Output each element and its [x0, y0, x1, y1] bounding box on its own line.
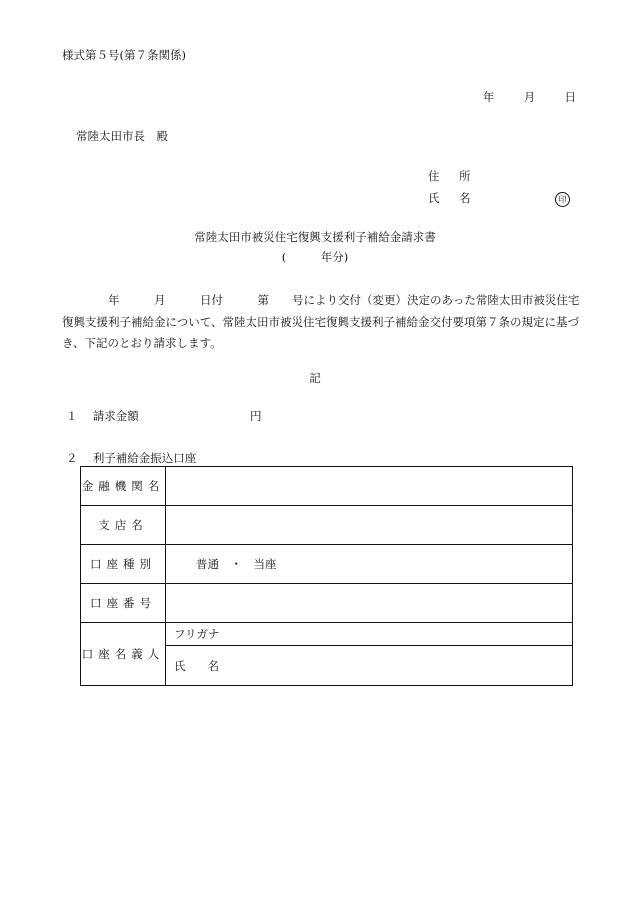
bank-name-label: 金融機関名 — [81, 467, 166, 506]
date-year: 年 — [482, 90, 495, 104]
account-table — [80, 466, 573, 686]
branch-name-field[interactable] — [166, 506, 573, 545]
seal-mark: 印 — [555, 192, 570, 207]
item2-label: 利子補給金振込口座 — [92, 451, 197, 465]
date-day: 日 — [564, 90, 576, 104]
item1-number: １ — [66, 409, 78, 423]
date-month: 月 — [523, 90, 536, 104]
address-label: 住 所 — [428, 169, 475, 183]
table-row — [81, 506, 573, 545]
holder-name-label: 氏名 — [174, 658, 241, 673]
year-line: ( 年分) — [281, 250, 349, 264]
account-type-label: 口座種別 — [81, 545, 166, 584]
date-line — [483, 92, 576, 104]
body-paragraph: 年 月 日付 第 号により交付（変更）決定のあった常陸太田市被災住宅復興支援利子補給金について、常陸太田市被災住宅復興支援利子補給金交付要項第７条の規定に基づき、下記のとおり請求します。 — [62, 293, 580, 350]
account-number-field[interactable] — [166, 584, 573, 623]
branch-name-label: 支店名 — [81, 506, 166, 545]
form-number: 様式第５号(第７条関係) — [62, 48, 186, 62]
account-type-field[interactable]: 普通 ・ 当座 — [166, 545, 573, 584]
holder-name-field[interactable] — [166, 646, 573, 686]
item-claim-amount — [66, 409, 262, 423]
name-label: 氏 名 — [428, 191, 475, 205]
table-row — [81, 623, 573, 646]
account-holder-label: 口座名義人 — [81, 623, 166, 686]
account-number-label: 口座番号 — [81, 584, 166, 623]
furigana-label: フリガナ — [174, 627, 220, 641]
notation-ki: 記 — [309, 371, 321, 385]
addressee: 常陸太田市長 殿 — [76, 129, 168, 143]
item1-unit: 円 — [250, 409, 262, 423]
item-bank-account — [66, 453, 196, 465]
item2-number: ２ — [66, 451, 78, 465]
table-row — [81, 545, 573, 584]
document-title: 常陸太田市被災住宅復興支援利子補給金請求書 — [194, 230, 436, 244]
table-row — [81, 467, 573, 506]
bank-name-field[interactable] — [166, 467, 573, 506]
furigana-field[interactable] — [166, 623, 573, 646]
table-row — [81, 584, 573, 623]
item1-label: 請求金額 — [92, 409, 139, 423]
